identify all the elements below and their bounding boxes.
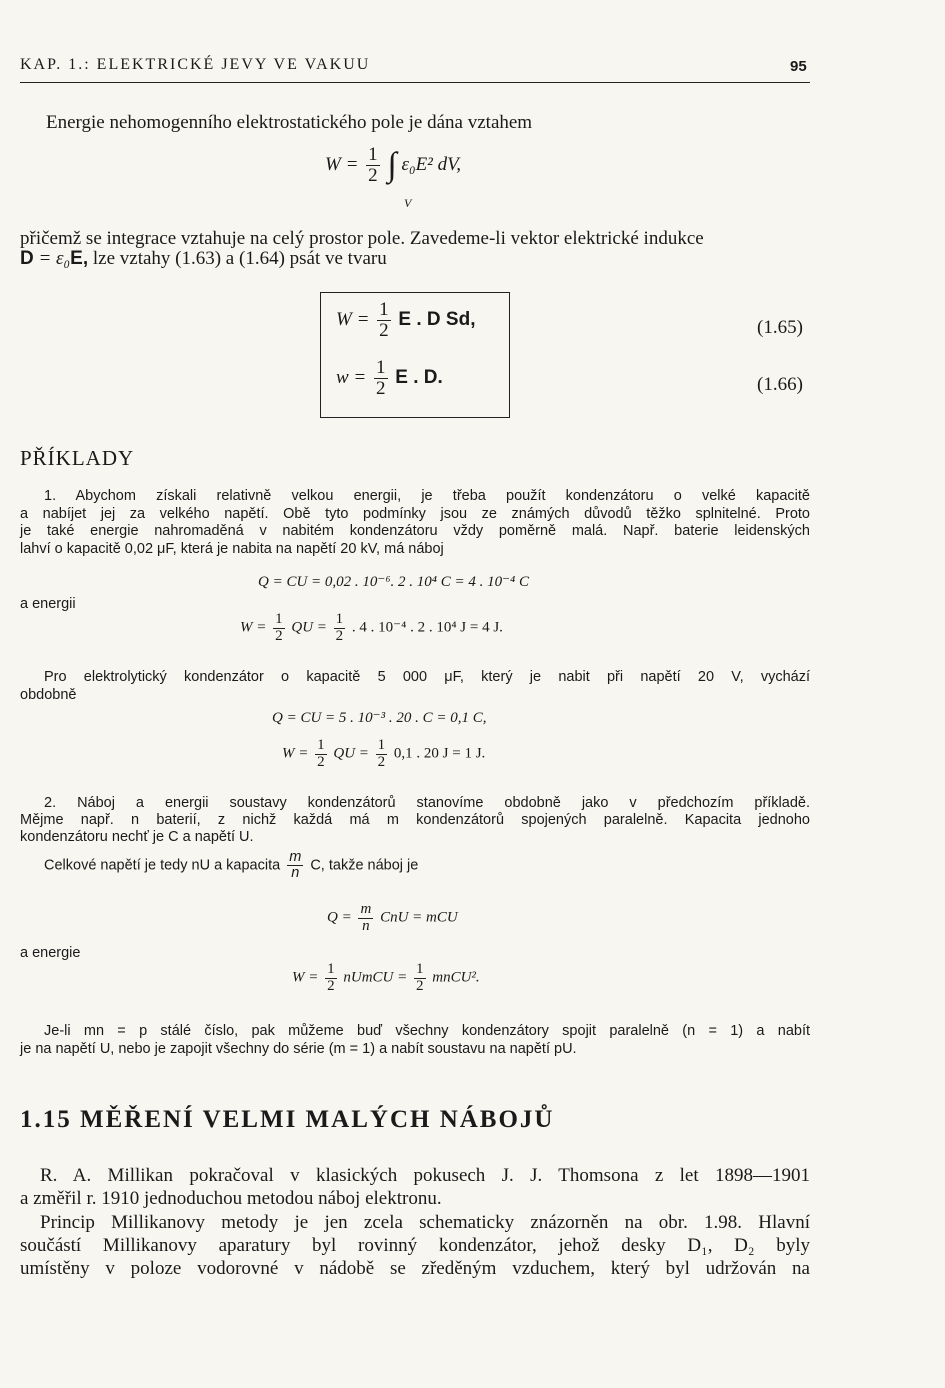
frac-den: 2 <box>379 319 389 341</box>
ex2-line-1: 2. Náboj a energii soustavy kondenzátorů stanovíme obdobně jako v předchozím příkladě. <box>44 795 810 811</box>
integral-subscript: V <box>404 196 412 210</box>
energy-integral-equation <box>325 145 461 186</box>
intro-line-1: Energie nehomogenního elektrostatického pole je dána vztahem <box>46 112 533 133</box>
frac-den: 2 <box>327 977 335 994</box>
ex1-p2-line-2: obdobně <box>20 687 77 703</box>
eq-tag-1-66: (1.66) <box>757 374 803 395</box>
frac-num: 1 <box>327 961 335 977</box>
frac-den: 2 <box>377 753 386 770</box>
boxed-eq-1-frac <box>377 300 391 341</box>
ex1-eq-W <box>240 612 503 645</box>
boxed-eq-2 <box>336 358 443 399</box>
ex2-eq-W-mid: nUmCU = <box>343 969 408 986</box>
ex1-eq-W2-rest: 0,1 . 20 J = 1 J. <box>393 745 486 762</box>
vector-D: D <box>20 248 34 269</box>
ex1-eq-W2 <box>282 738 485 771</box>
eq-lhs: W = <box>325 153 359 175</box>
section-title: 1.15 MĚŘENÍ VELMI MALÝCH NÁBOJŮ <box>20 1106 555 1133</box>
header-rule <box>20 82 810 83</box>
ex2-line-3: kondenzátoru nechť je C a napětí U. <box>20 829 254 845</box>
frac-den: 2 <box>368 164 378 186</box>
ex1-line-1: 1. Abychom získali relativně velkou energii, je třeba použít kondenzátoru o velké kapacitě <box>44 488 810 504</box>
frac-num: 1 <box>368 144 378 165</box>
frac-half <box>325 962 337 995</box>
ex2-line-4-b: C, takže náboj je <box>310 857 419 874</box>
boxed-eq-2-rhs: E . D. <box>395 366 443 388</box>
ex1-eq-W-rest: . 4 . 10⁻⁴ . 2 . 10⁴ J = 4 J. <box>351 619 503 636</box>
page-number: 95 <box>790 58 807 75</box>
frac-half <box>273 612 285 645</box>
ex2-eq-W-rest: mnCU². <box>432 969 480 986</box>
frac-half <box>414 962 426 995</box>
frac-num: 1 <box>335 611 344 627</box>
intro-line-2: přičemž se integrace vztahuje na celý prostor pole. Zavedeme-li vektor elektrické indukce <box>20 228 704 249</box>
frac-num: 1 <box>275 611 283 627</box>
ex1-p2-line-1: Pro elektrolytický kondenzátor o kapacitě 5 000 μF, který je nabit při napětí 20 V, vychází <box>44 669 810 685</box>
ex1-eq-W-lhs: W = <box>240 619 267 636</box>
boxed-eq-2-lhs: w = <box>336 366 367 388</box>
frac-den: 2 <box>335 627 344 644</box>
examples-heading: PŘÍKLADY <box>20 446 135 470</box>
frac-num: 1 <box>317 737 325 753</box>
a-energii-1: a energii <box>20 596 76 612</box>
half-fraction <box>366 145 380 186</box>
a-energie-2: a energie <box>20 945 81 961</box>
boxed-eq-1-lhs: W = <box>336 308 370 330</box>
frac-half <box>315 738 327 771</box>
ex2-eq-W <box>292 962 480 995</box>
ex1-eq-W2-mid: QU = <box>333 745 369 762</box>
integral-sign: ∫ <box>387 146 397 184</box>
section-p1-line-1: R. A. Millikan pokračoval v klasických pokusech J. J. Thomsona z let 1898—1901 <box>40 1165 810 1186</box>
boxed-eq-1 <box>336 300 475 341</box>
ex2-line-4 <box>44 850 418 881</box>
frac-num: 1 <box>379 299 389 320</box>
section-p1-line-2: a změřil r. 1910 jednoduchou metodou náboj elektronu. <box>20 1188 442 1209</box>
ex1-line-3: je také energie nahromaděná v nabitém kondenzátoru vždy poměrně malá. Např. baterie leidenských <box>20 523 810 539</box>
eq-integrand: ε₀E² dV, <box>401 153 462 175</box>
intro-line-3-rest: lze vztahy (1.63) a (1.64) psát ve tvaru <box>92 248 387 269</box>
eq-tag-1-65: (1.65) <box>757 317 803 338</box>
frac-den: 2 <box>275 627 283 644</box>
ex2-line-4-a: Celkové napětí je tedy nU a kapacita <box>44 857 281 874</box>
ex2-p-line-2: je na napětí U, nebo je zapojit všechny do série (m = 1) a nabít soustavu na napětí pU. <box>20 1041 577 1057</box>
frac-num: 1 <box>377 737 386 753</box>
frac-num: m <box>289 849 302 865</box>
frac-num: 1 <box>376 357 386 378</box>
ex1-eq-Q2: Q = CU = 5 . 10⁻³ . 20 . C = 0,1 C, <box>272 710 487 726</box>
ex2-eq-Q-rest: CnU = mCU <box>380 909 458 926</box>
frac-m-n <box>358 902 373 935</box>
boxed-eq-1-rhs: E . D Sd, <box>398 308 476 330</box>
vector-E: E, <box>70 248 89 269</box>
frac-num: m <box>360 901 372 917</box>
frac-half <box>376 738 388 771</box>
boxed-eq-2-frac <box>374 358 388 399</box>
section-p2-line-1: Princip Millikanovy metody je jen zcela schematicky znázorněn na obr. 1.98. Hlavní <box>40 1212 810 1233</box>
section-p2-line-3: umístěny v poloze vodorovné v nádobě se zředěným vzduchem, který byl udržován na <box>20 1258 810 1279</box>
ex1-line-2: a nabíjet jej za velkého napětí. Obě tyto podmínky jsou ze známých důvodů těžko splnitelné. Proto <box>20 506 810 522</box>
frac-half <box>334 612 346 645</box>
ex1-eq-Q: Q = CU = 0,02 . 10⁻⁶. 2 . 10⁴ C = 4 . 10⁻⁴ C <box>258 574 530 590</box>
ex2-eq-Q-lhs: Q = <box>327 909 352 926</box>
frac-m-n <box>287 850 303 881</box>
ex2-p-line-1: Je-li mn = p stálé číslo, pak můžeme buď všechny kondenzátory spojit paralelně (n = 1) a nabít <box>44 1023 810 1039</box>
ex2-line-2: Mějme např. n baterií, z nichž každá má m kondenzátorů spojených paralelně. Kapacita jednoho <box>20 812 810 828</box>
ex1-eq-W2-lhs: W = <box>282 745 309 762</box>
frac-num: 1 <box>416 961 424 977</box>
frac-den: 2 <box>416 977 424 994</box>
frac-den: n <box>291 865 300 882</box>
running-title: KAP. 1.: ELEKTRICKÉ JEVY VE VAKUU <box>20 56 371 73</box>
ex2-eq-W-lhs: W = <box>292 969 319 986</box>
intro-line-3 <box>20 246 387 272</box>
section-p2-line-2: součástí Millikanovy aparatury byl rovinný kondenzátor, jehož desky D₁, D₂ byly <box>20 1235 810 1256</box>
frac-den: n <box>362 917 370 934</box>
frac-den: 2 <box>376 377 386 399</box>
eq-eps: = ε₀ <box>38 248 71 269</box>
frac-den: 2 <box>317 753 325 770</box>
ex2-eq-Q <box>327 902 458 935</box>
ex1-eq-W-mid: QU = <box>291 619 327 636</box>
ex1-line-4: lahví o kapacitě 0,02 μF, která je nabita na napětí 20 kV, má náboj <box>20 541 444 557</box>
